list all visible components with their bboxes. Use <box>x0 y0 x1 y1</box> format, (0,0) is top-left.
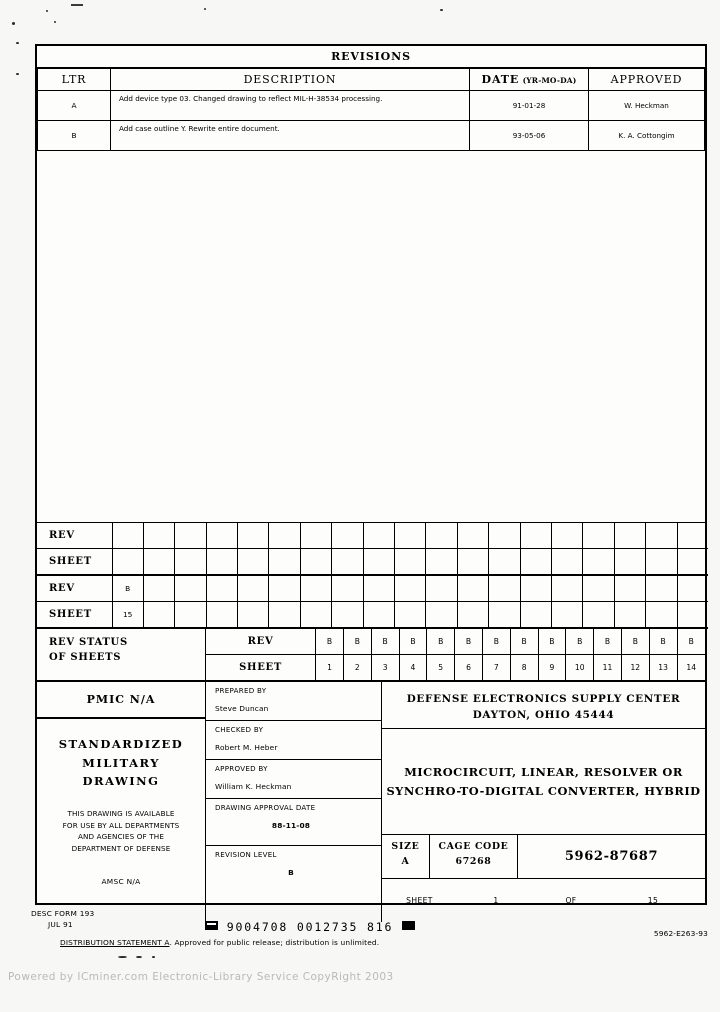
revision-description: Add case outline Y. Rewrite entire document. <box>111 121 470 151</box>
matrix-cell <box>646 523 677 549</box>
ocr-number <box>205 920 415 934</box>
rev-status-sheet-cell: 9 <box>538 655 566 681</box>
rev-status-sheet-row <box>206 655 705 681</box>
smd-line-2: MILITARY <box>82 755 160 770</box>
rev-status-sheet-cell: 11 <box>594 655 622 681</box>
matrix-cell <box>677 523 708 549</box>
scan-artifact <box>71 4 83 6</box>
matrix-cell <box>551 575 582 602</box>
rev-status-label <box>37 629 206 680</box>
rev-status-sheet-cell: 4 <box>399 655 427 681</box>
rev-sheet-matrix <box>37 523 708 629</box>
matrix-cell <box>143 602 174 629</box>
rev-status-rev-cell: B <box>455 629 483 655</box>
pmic-label: PMIC N/A <box>37 682 205 719</box>
rev-status-label-line2: OF SHEETS <box>49 651 122 663</box>
revisions-col-approved: APPROVED <box>589 69 705 91</box>
rev-status-rev-row <box>206 629 705 655</box>
sheet-of-label: OF <box>565 896 577 905</box>
matrix-cell <box>583 602 614 629</box>
revision-ltr: A <box>38 91 111 121</box>
matrix-cell <box>238 575 269 602</box>
rev-status-grid <box>206 629 705 680</box>
approved-by-label: APPROVED BY <box>215 764 268 773</box>
sheet-total-value: 15 <box>647 896 659 905</box>
matrix-cell <box>238 602 269 629</box>
form-number-line-1: DESC FORM 193 <box>31 909 95 918</box>
matrix-cell <box>363 549 394 576</box>
approved-by-cell <box>206 760 381 799</box>
distribution-statement <box>60 938 379 947</box>
matrix-cell <box>300 575 331 602</box>
rev-status-sheet-cell: 8 <box>510 655 538 681</box>
rev-status-sheet-cell: 7 <box>482 655 510 681</box>
matrix-row-label: SHEET <box>37 549 112 576</box>
rev-status-rev-cell: B <box>677 629 705 655</box>
revisions-col-date-format: (YR-MO-DA) <box>522 76 577 85</box>
drawing-approval-date-cell <box>206 799 381 846</box>
matrix-row <box>37 602 708 629</box>
scan-artifact <box>54 21 56 23</box>
matrix-row-label: REV <box>37 575 112 602</box>
rev-status-sheet-cell: 1 <box>316 655 344 681</box>
availability-line-3: AND AGENCIES OF THE <box>77 832 165 842</box>
prepared-by-value: Steve Duncan <box>215 704 269 713</box>
matrix-cell <box>426 549 457 576</box>
matrix-cell <box>238 549 269 576</box>
scan-artifact <box>204 8 206 10</box>
revision-approved: W. Heckman <box>589 91 705 121</box>
matrix-cell <box>332 523 363 549</box>
scan-artifact <box>16 73 19 75</box>
approvals-column <box>206 682 382 922</box>
prepared-by-cell <box>206 682 381 721</box>
matrix-row-label: REV <box>37 523 112 549</box>
matrix-cell <box>363 575 394 602</box>
drawing-title-line-2: SYNCHRO-TO-DIGITAL CONVERTER, HYBRID <box>386 783 701 798</box>
drawing-body-blank-area <box>37 151 705 523</box>
matrix-cell <box>269 575 300 602</box>
matrix-cell <box>269 549 300 576</box>
rev-status-sheet-cell: 10 <box>566 655 594 681</box>
amsc-label: AMSC N/A <box>101 876 141 886</box>
matrix-cell <box>143 575 174 602</box>
sheet-value: 1 <box>493 896 499 905</box>
matrix-cell <box>583 549 614 576</box>
scan-artifact <box>12 22 15 25</box>
drawing-number: 5962-87687 <box>564 849 659 864</box>
drawing-title-block <box>382 729 705 835</box>
matrix-cell <box>143 549 174 576</box>
matrix-cell <box>175 523 206 549</box>
matrix-cell <box>457 523 488 549</box>
matrix-cell <box>520 602 551 629</box>
matrix-cell <box>520 523 551 549</box>
matrix-cell <box>520 549 551 576</box>
matrix-cell <box>551 523 582 549</box>
form-number <box>31 908 94 930</box>
rev-status-rev-cell: B <box>316 629 344 655</box>
rev-status-rev-cell: B <box>371 629 399 655</box>
title-block <box>37 682 705 922</box>
revisions-col-description: DESCRIPTION <box>111 69 470 91</box>
matrix-cell <box>489 602 520 629</box>
identification-row <box>382 835 705 879</box>
matrix-cell <box>395 523 426 549</box>
matrix-cell <box>363 602 394 629</box>
checked-by-cell <box>206 721 381 760</box>
availability-line-4: DEPARTMENT OF DEFENSE <box>71 843 171 853</box>
matrix-row-label: SHEET <box>37 602 112 629</box>
size-value: A <box>401 855 410 867</box>
cage-code-value: 67268 <box>455 855 492 867</box>
distribution-statement-text: . Approved for public release; distribution is unlimited. <box>169 938 380 947</box>
rev-status-rev-cell: B <box>649 629 677 655</box>
rev-status-sheet-cell: 6 <box>455 655 483 681</box>
matrix-cell <box>614 523 645 549</box>
sheet-label: SHEET <box>406 896 433 905</box>
scan-artifact <box>152 956 155 958</box>
matrix-cell <box>300 549 331 576</box>
revisions-header-row <box>38 69 705 91</box>
table-row <box>38 121 705 151</box>
matrix-cell <box>551 602 582 629</box>
form-number-line-2: JUL 91 <box>48 920 73 930</box>
title-identification-column <box>382 682 705 922</box>
organization-line-1: DEFENSE ELECTRONICS SUPPLY CENTER <box>406 693 681 705</box>
matrix-cell <box>395 575 426 602</box>
rev-status-sheet-cell: 14 <box>677 655 705 681</box>
matrix-row <box>37 575 708 602</box>
rev-status-sheet-cell: 3 <box>371 655 399 681</box>
matrix-cell <box>583 523 614 549</box>
matrix-cell <box>206 602 237 629</box>
matrix-cell <box>175 575 206 602</box>
revision-level-cell <box>206 846 381 899</box>
revision-level-value: B <box>288 868 294 877</box>
rev-status-sheet-cell: 13 <box>649 655 677 681</box>
checked-by-label: CHECKED BY <box>215 725 264 734</box>
revisions-col-date-text: DATE <box>481 73 520 86</box>
smd-line-1: STANDARDIZED <box>58 737 184 751</box>
revisions-col-date <box>470 69 589 91</box>
matrix-cell <box>269 602 300 629</box>
rev-status-of-sheets <box>37 629 705 682</box>
revisions-title: REVISIONS <box>37 46 705 68</box>
matrix-cell <box>332 549 363 576</box>
rev-status-rev-cell: B <box>538 629 566 655</box>
rev-status-rev-cell: B <box>566 629 594 655</box>
drawing-frame <box>35 44 707 905</box>
scan-artifact <box>46 10 48 12</box>
checked-by-value: Robert M. Heber <box>215 743 278 752</box>
matrix-cell <box>143 523 174 549</box>
approved-by-value: William K. Heckman <box>215 782 292 791</box>
drawing-title-line-1: MICROCIRCUIT, LINEAR, RESOLVER OR <box>404 765 683 780</box>
matrix-row <box>37 523 708 549</box>
matrix-cell <box>646 549 677 576</box>
availability-line-1: THIS DRAWING IS AVAILABLE <box>67 808 175 818</box>
distribution-statement-label: DISTRIBUTION STATEMENT A <box>60 938 170 947</box>
matrix-cell <box>677 602 708 629</box>
matrix-cell <box>646 602 677 629</box>
matrix-cell <box>489 575 520 602</box>
matrix-row <box>37 549 708 576</box>
matrix-cell <box>457 602 488 629</box>
rev-status-label-line1: REV STATUS <box>49 637 128 648</box>
matrix-cell <box>646 575 677 602</box>
ocr-end-mark-icon <box>402 921 415 930</box>
size-cell <box>382 835 430 878</box>
matrix-cell <box>614 602 645 629</box>
matrix-cell <box>332 575 363 602</box>
drawing-approval-date-label: DRAWING APPROVAL DATE <box>215 803 316 812</box>
rev-status-rev-cell: B <box>482 629 510 655</box>
matrix-cell <box>551 549 582 576</box>
revision-level-label: REVISION LEVEL <box>215 850 277 859</box>
matrix-cell <box>112 549 143 576</box>
smd-line-3: DRAWING <box>82 774 160 789</box>
organization-block <box>382 682 705 729</box>
matrix-cell <box>426 523 457 549</box>
rev-status-rev-cell: B <box>343 629 371 655</box>
smd-column <box>37 682 206 922</box>
matrix-cell <box>677 549 708 576</box>
revision-date: 91-01-28 <box>470 91 589 121</box>
revisions-col-ltr: LTR <box>38 69 111 91</box>
rev-status-rev-cell: B <box>510 629 538 655</box>
matrix-cell <box>520 575 551 602</box>
table-row <box>38 91 705 121</box>
scan-artifact <box>136 956 142 958</box>
revision-description: Add device type 03. Changed drawing to reflect MIL-H-38534 processing. <box>111 91 470 121</box>
matrix-cell <box>614 575 645 602</box>
matrix-cell <box>457 575 488 602</box>
matrix-cell <box>332 602 363 629</box>
matrix-cell <box>300 602 331 629</box>
cage-code-label: CAGE CODE <box>438 841 509 852</box>
revision-ltr: B <box>38 121 111 151</box>
sheet-count-row <box>382 879 705 922</box>
matrix-cell <box>175 602 206 629</box>
revisions-table <box>37 68 705 151</box>
matrix-cell <box>426 602 457 629</box>
availability-line-2: FOR USE BY ALL DEPARTMENTS <box>62 820 180 830</box>
matrix-cell <box>614 549 645 576</box>
ocr-start-mark-icon <box>205 921 218 930</box>
reference-number: 5962-E263-93 <box>653 929 708 938</box>
drawing-approval-date-value: 88-11-08 <box>271 821 311 830</box>
powered-by-watermark: Powered by ICminer.com Electronic-Library Service CopyRight 2003 <box>8 971 394 983</box>
rev-status-sheet-cell: 5 <box>427 655 455 681</box>
rev-status-rev-cell: B <box>399 629 427 655</box>
size-label: SIZE <box>391 841 420 852</box>
matrix-cell <box>112 523 143 549</box>
revision-approved: K. A. Cottongim <box>589 121 705 151</box>
revision-date: 93-05-06 <box>470 121 589 151</box>
matrix-cell <box>677 575 708 602</box>
rev-status-rev-cell: B <box>621 629 649 655</box>
rev-status-sheet-cell: 2 <box>343 655 371 681</box>
matrix-cell <box>269 523 300 549</box>
standardized-military-drawing-block <box>37 719 205 922</box>
scan-artifact <box>440 9 443 11</box>
matrix-cell <box>175 549 206 576</box>
matrix-cell <box>206 523 237 549</box>
matrix-cell: 15 <box>112 602 143 629</box>
rev-status-rev-cell: B <box>427 629 455 655</box>
matrix-cell <box>395 602 426 629</box>
scan-artifact <box>16 42 19 44</box>
rev-status-sheet-cell: 12 <box>621 655 649 681</box>
matrix-cell <box>489 549 520 576</box>
matrix-cell <box>363 523 394 549</box>
rev-status-rev-cell: B <box>594 629 622 655</box>
organization-line-2: DAYTON, OHIO 45444 <box>472 709 615 722</box>
matrix-cell <box>426 575 457 602</box>
matrix-cell <box>300 523 331 549</box>
matrix-cell <box>238 523 269 549</box>
scan-artifact <box>118 956 127 958</box>
matrix-cell <box>206 575 237 602</box>
matrix-cell <box>206 549 237 576</box>
matrix-cell <box>489 523 520 549</box>
rev-status-rev-label: REV <box>206 629 316 655</box>
cage-code-cell <box>430 835 518 878</box>
prepared-by-label: PREPARED BY <box>215 686 267 695</box>
matrix-cell <box>457 549 488 576</box>
matrix-cell <box>395 549 426 576</box>
ocr-number-text: 9004708 0012735 816 <box>226 920 394 934</box>
matrix-cell: B <box>112 575 143 602</box>
matrix-cell <box>583 575 614 602</box>
rev-status-sheet-label: SHEET <box>206 655 316 681</box>
